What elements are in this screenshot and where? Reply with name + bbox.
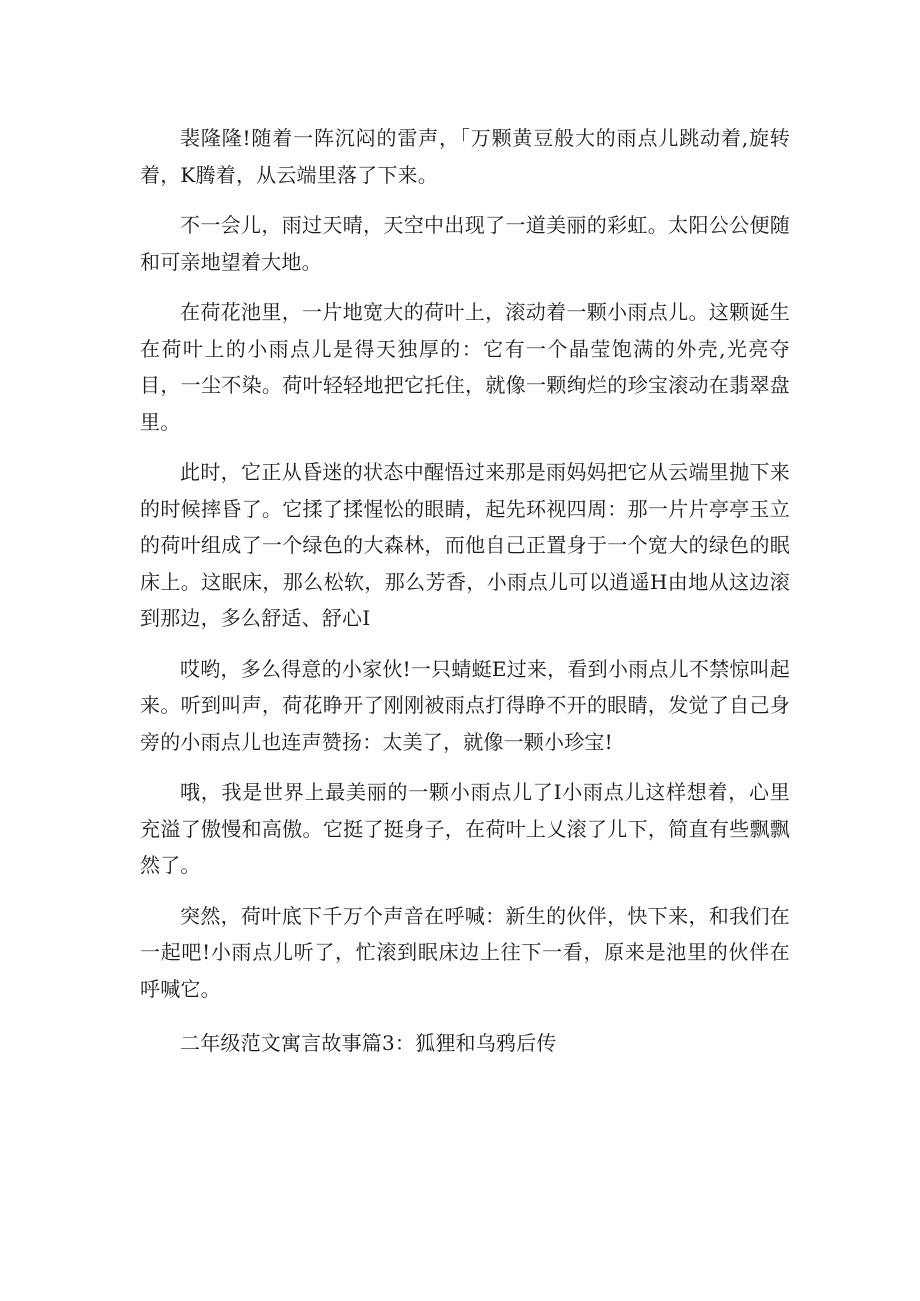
paragraph-1: 裴隆隆!随着一阵沉闷的雷声，「万颗黄豆般大的雨点儿跳动着,旋转着，K腾着，从云端里落了下来。 [140,126,790,187]
section-heading: 二年级范文寓言故事篇3：狐狸和乌鸦后传 [180,1031,557,1055]
paragraph-3: 在荷花池里，一片地宽大的荷叶上，滚动着一颗小雨点儿。这颗诞生在荷叶上的小雨点儿是得天独厚的：它有一个晶莹饱满的外壳,光亮夺目，一尘不染。荷叶轻轻地把它托住，就像一颗绚烂的珍宝滚动在翡翠盘里。 [140,300,790,434]
document-body [140,120,790,1062]
paragraph-2: 不一会儿，雨过天晴，天空中出现了一道美丽的彩虹。太阳公公便随和可亲地望着大地。 [140,213,790,274]
paragraph-5: 哎哟，多么得意的小家伙!一只蜻蜓E过来，看到小雨点儿不禁惊叫起来。听到叫声，荷花睁开了刚刚被雨点打得睁不开的眼睛，发觉了自己身旁的小雨点儿也连声赞扬：太美了，就像一颗小珍宝! [140,656,790,754]
paragraph-7: 突然，荷叶底下千万个声音在呼喊：新生的伙伴，快下来，和我们在一起吧!小雨点儿听了，忙滚到眠床边上往下一看，原来是池里的伙伴在呼喊它。 [140,903,790,1001]
paragraph-6: 哦，我是世界上最美丽的一颗小雨点儿了I小雨点儿这样想着，心里充溢了傲慢和高傲。它挺了挺身子，在荷叶上乂滚了儿下，简直有些飘飘然了。 [140,780,790,877]
paragraph-4: 此时，它正从昏迷的状态中醒悟过来那是雨妈妈把它从云端里抛下来的时候摔昏了。它揉了揉惺忪的眼睛，起先环视四周：那一片片亭亭玉立的荷叶组成了一个绿色的大森林，而他自己正置身于一个宽大的绿色的眠床上。这眠床，那么松软，那么芳香，小雨点儿可以逍遥H由地从这边滚到那边，多么舒适、舒心I [140,460,790,630]
